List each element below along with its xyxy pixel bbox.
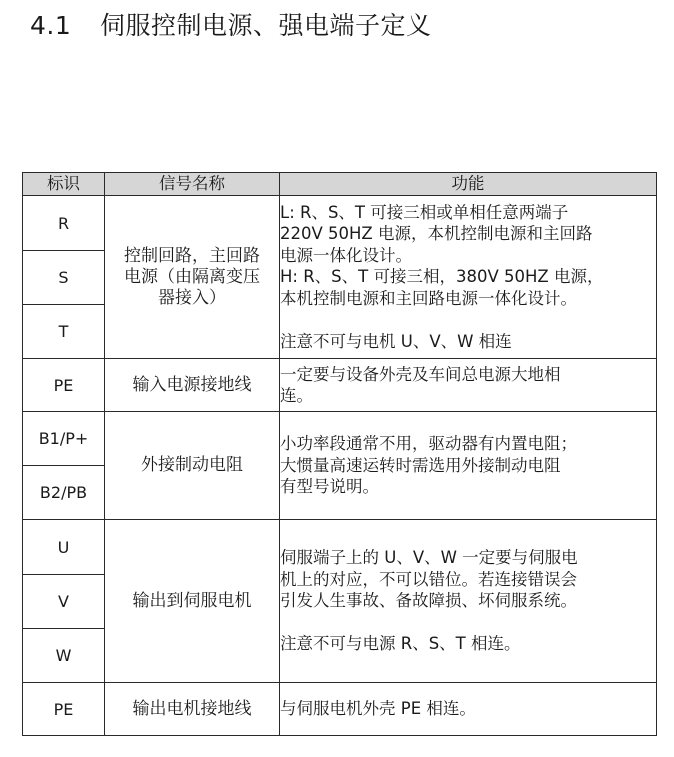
signal-name-cell	[105, 412, 280, 520]
table-header-row	[23, 173, 657, 196]
function-line: 小功率段通常不用，驱动器有内置电阻；	[280, 434, 577, 454]
signal-name-line: 输出电机接地线	[132, 698, 252, 719]
signal-name-line: 外接制动电阻	[141, 455, 243, 475]
function-line: 本机控制电源和主回路电源一体化设计。	[280, 288, 577, 308]
terminal-id: PE	[23, 359, 105, 412]
function-cell	[280, 520, 657, 683]
terminal-definition-table	[22, 172, 657, 736]
table-row	[23, 520, 657, 575]
signal-name-line: 电源（由隔离变压	[124, 266, 260, 287]
terminal-id: T	[23, 305, 105, 359]
header-function: 功能	[280, 173, 657, 196]
table-row	[23, 683, 657, 736]
function-line: H: R、S、T 可接三相，380V 50HZ 电源，	[280, 267, 604, 287]
section-heading	[30, 6, 432, 42]
function-line: L: R、S、T 可接三相或单相任意两端子	[280, 202, 569, 222]
signal-name-line: 输出到伺服电机	[132, 590, 252, 611]
table-row	[23, 359, 657, 412]
function-cell	[280, 196, 657, 359]
table-row	[23, 196, 657, 251]
function-line: 注意不可与电源 R、S、T 相连。	[280, 634, 521, 654]
signal-name-line: 控制回路，主回路	[124, 245, 260, 266]
function-cell	[280, 683, 657, 736]
function-line: 与伺服电机外壳 PE 相连。	[280, 699, 476, 719]
section-title: 伺服控制电源、强电端子定义	[100, 11, 432, 40]
signal-name-cell	[105, 520, 280, 683]
function-line: 机上的对应，不可以错位。若连接错误会	[280, 569, 577, 589]
signal-name-line: 输入电源接地线	[132, 374, 252, 395]
function-line: 电源一体化设计。	[280, 245, 412, 265]
function-spacer	[280, 309, 656, 331]
terminal-id: B2/PB	[23, 466, 105, 520]
signal-name-cell	[105, 196, 280, 359]
function-cell	[280, 359, 657, 412]
terminal-id: PE	[23, 683, 105, 736]
function-line: 引发人生事故、备故障损、坏伺服系统。	[280, 591, 577, 611]
header-signal-name: 信号名称	[105, 173, 280, 196]
terminal-id: S	[23, 251, 105, 305]
terminal-id: U	[23, 520, 105, 575]
signal-name-line: 器接入）	[158, 287, 226, 308]
function-line: 一定要与设备外壳及车间总电源大地相	[280, 364, 561, 384]
function-line: 注意不可与电机 U、V、W 相连	[280, 331, 512, 351]
terminal-id: W	[23, 629, 105, 683]
function-line: 大惯量高速运转时需选用外接制动电阻	[280, 455, 561, 475]
function-line: 连。	[280, 386, 313, 405]
table-row	[23, 412, 657, 466]
header-id: 标识	[23, 173, 105, 196]
function-line: 伺服端子上的 U、V、W 一定要与伺服电	[280, 548, 578, 568]
function-spacer	[280, 612, 656, 634]
function-line: 220V 50HZ 电源，本机控制电源和主回路	[280, 224, 593, 244]
signal-name-cell	[105, 359, 280, 412]
function-cell	[280, 412, 657, 520]
terminal-id: V	[23, 575, 105, 629]
section-number: 4.1	[30, 11, 72, 40]
terminal-id: R	[23, 196, 105, 251]
function-line: 有型号说明。	[280, 477, 379, 497]
terminal-id: B1/P+	[23, 412, 105, 466]
signal-name-cell	[105, 683, 280, 736]
